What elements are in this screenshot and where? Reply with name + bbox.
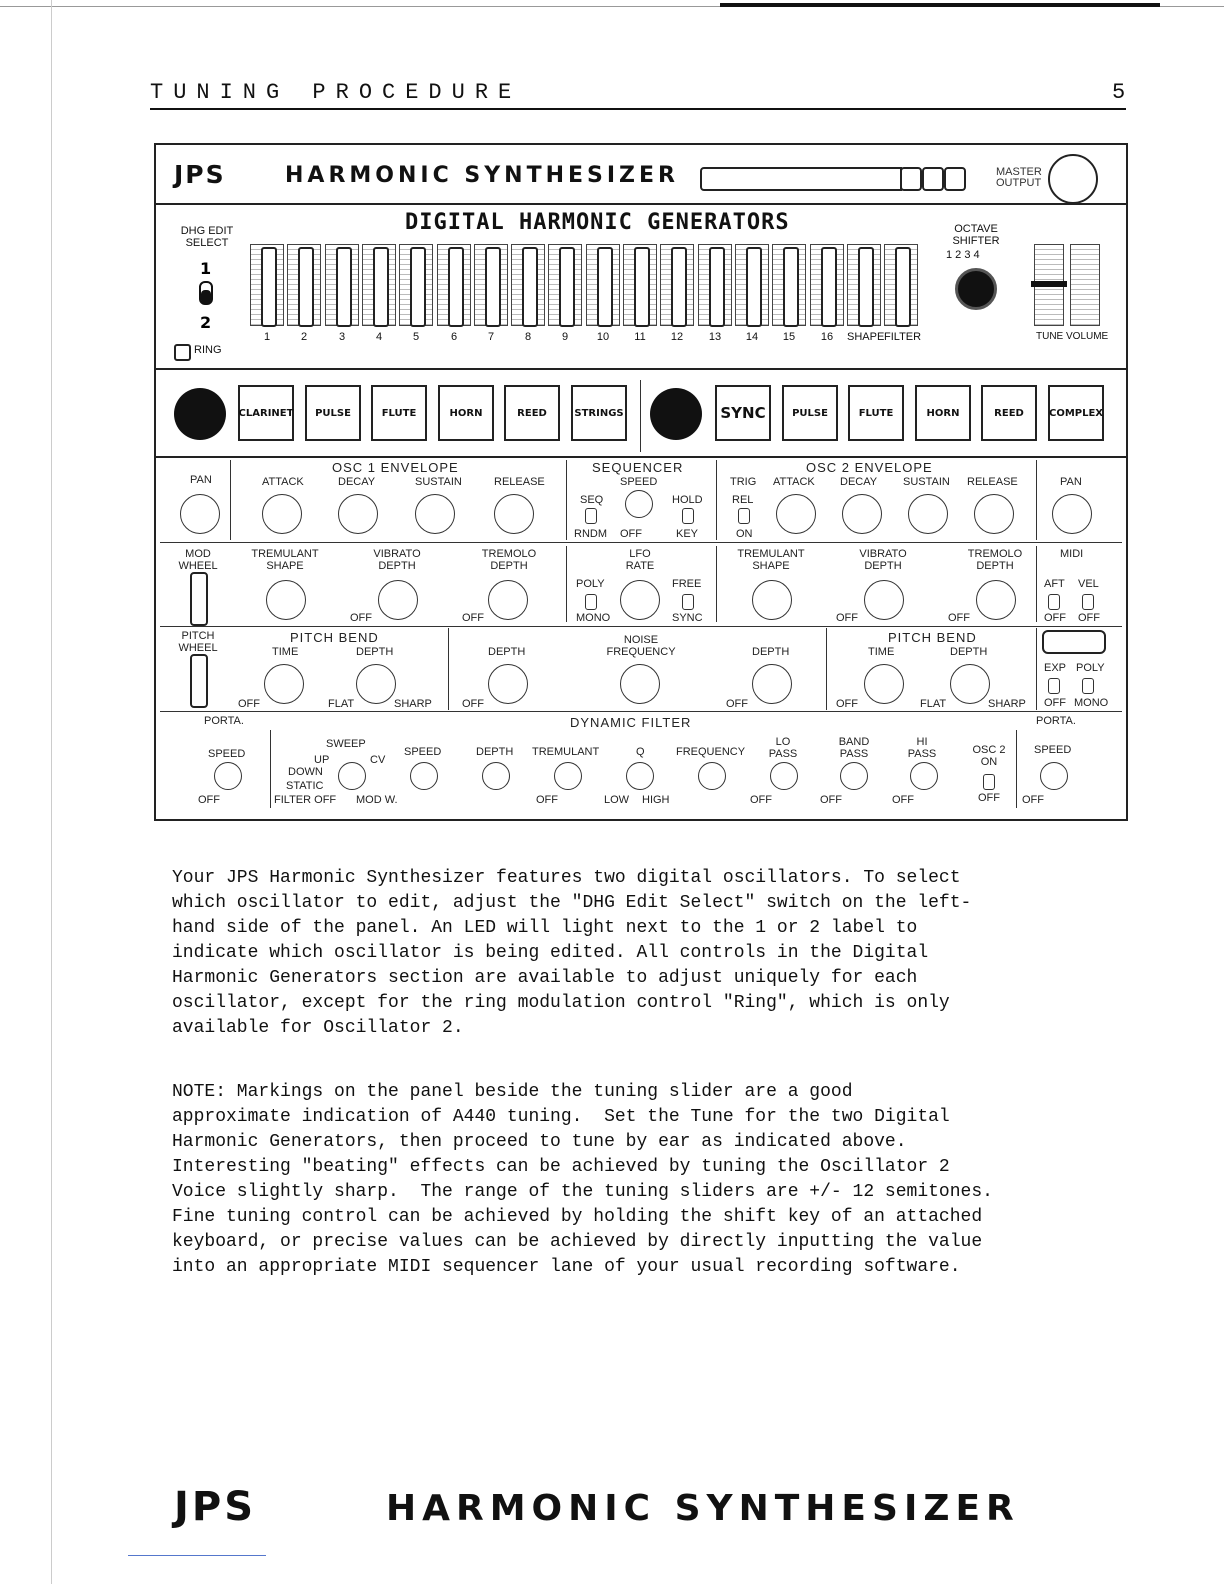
pan-label-1: PAN [190, 474, 212, 486]
pb-time-label-2: TIME [868, 646, 895, 658]
pb-depth-label-2: DEPTH [950, 646, 988, 658]
attack-label-2: ATTACK [773, 476, 815, 488]
attack-label-1: ATTACK [262, 476, 304, 488]
section-rule [826, 628, 827, 710]
decay-label-1: DECAY [338, 476, 376, 488]
display-segment [900, 167, 922, 191]
slider-number: 8 [524, 331, 532, 343]
dhg-slider [847, 244, 881, 326]
pb-off-label-2: OFF [836, 698, 858, 710]
vibrato-depth-label-2: VIBRATO DEPTH [859, 548, 907, 572]
section-rule [1036, 460, 1037, 540]
lfo-rate-label: LFO RATE [625, 548, 655, 572]
tremulant-shape-knob-1 [266, 580, 306, 620]
dhg-slider [735, 244, 769, 326]
panel-display [700, 167, 902, 191]
seq-toggle [585, 508, 597, 524]
lo-pass-off-label: OFF [750, 794, 772, 806]
master-output-knob [1048, 154, 1098, 204]
panel-divider [154, 203, 1128, 205]
porta-speed-knob-1 [214, 762, 242, 790]
hold-toggle [682, 508, 694, 524]
osc1-indicator-dot [174, 388, 226, 440]
dhg-slider [250, 244, 284, 326]
rel-label: REL [732, 494, 754, 506]
slider-number: 11 [634, 331, 646, 343]
exp-toggle [1048, 678, 1060, 694]
poly-label: POLY [576, 578, 605, 590]
section-rule [716, 460, 717, 540]
pitch-bend-title-1: PITCH BEND [290, 630, 379, 645]
slider-number: 6 [450, 331, 458, 343]
band-pass-knob [840, 762, 868, 790]
pb-depth-label-1: DEPTH [356, 646, 394, 658]
porta-title-1: PORTA. [204, 715, 244, 727]
porta-speed-label-1: SPEED [208, 748, 246, 760]
filter-tremulant-knob [554, 762, 582, 790]
dhg-edit-switch-icon [196, 260, 216, 332]
section-rule [716, 546, 717, 622]
section-rule [1016, 730, 1017, 808]
lfo-sync-label: SYNC [672, 612, 703, 624]
porta-off-label-1: OFF [198, 794, 220, 806]
osc2-on-label: OSC 2 ON [972, 744, 1006, 768]
section-rule [566, 546, 567, 622]
osc2-waveform-button-horn: HORN [915, 385, 971, 441]
q-knob [626, 762, 654, 790]
pb-time-knob-1 [264, 664, 304, 704]
lfo-rate-knob [620, 580, 660, 620]
poly-mono-toggle [585, 594, 597, 610]
body-paragraph: Your JPS Harmonic Synthesizer features two digital oscillators. To select which oscillator to edit, adjust the "DHG Edit Select" switch on the left- hand side of the panel. An LED will light next to the 1 or 2 label to indicate which oscillator is being edited. All controls in the Digital Harmonic Generators section are available to adjust uniquely for each oscillator, except for the ring modulation control "Ring", which is only available for Oscillator 2. [172, 868, 972, 1038]
osc1-waveform-button-pulse: PULSE [305, 385, 361, 441]
mono-label: MONO [576, 612, 611, 624]
up-label: UP [314, 754, 330, 766]
switch-label-1: 1 [200, 260, 212, 278]
exp-off-label: OFF [1044, 697, 1066, 709]
poly-display [1042, 630, 1106, 654]
frequency-knob [698, 762, 726, 790]
aft-off-label: OFF [1044, 612, 1066, 624]
pan-label-2: PAN [1060, 476, 1082, 488]
dhg-slider [437, 244, 471, 326]
tremulant-shape-label-1: TREMULANT SHAPE [251, 548, 319, 572]
low-label: LOW [604, 794, 630, 806]
vel-toggle [1082, 594, 1094, 610]
panel-divider [154, 368, 1128, 370]
section-rule [270, 730, 271, 808]
vibrato-depth-knob-1 [378, 580, 418, 620]
filter-tremulant-label: TREMULANT [532, 746, 600, 758]
pitch-wheel [190, 654, 208, 708]
hi-pass-knob [910, 762, 938, 790]
slider-number: 10 [596, 331, 610, 343]
flat-label-1: FLAT [328, 698, 355, 710]
slider-number: 15 [782, 331, 796, 343]
noise-off-label-2: OFF [726, 698, 748, 710]
pan-knob-2 [1052, 494, 1092, 534]
page-edge [51, 0, 52, 1584]
decay-knob-1 [338, 494, 378, 534]
dhg-slider [325, 244, 359, 326]
trig-label: TRIG [730, 476, 757, 488]
sustain-label-2: SUSTAIN [903, 476, 950, 488]
dhg-slider [362, 244, 396, 326]
poly-mono-toggle-2 [1082, 678, 1094, 694]
free-sync-toggle [682, 594, 694, 610]
dhg-slider [623, 244, 657, 326]
sustain-knob-2 [908, 494, 948, 534]
section-rule [1036, 628, 1037, 710]
section-rule [448, 628, 449, 710]
vel-label: VEL [1078, 578, 1099, 590]
dhg-slider [698, 244, 732, 326]
vibrato-off-label-1: OFF [350, 612, 372, 624]
display-segment [922, 167, 944, 191]
porta-title-2: PORTA. [1036, 715, 1076, 727]
dhg-slider [474, 244, 508, 326]
trig-on-label: ON [736, 528, 753, 540]
vel-off-label: OFF [1078, 612, 1100, 624]
flat-label-2: FLAT [920, 698, 947, 710]
osc2-envelope-title: OSC 2 ENVELOPE [806, 460, 933, 475]
noise-frequency-label: NOISE FREQUENCY [606, 634, 676, 658]
tremulant-off-label: OFF [536, 794, 558, 806]
section-rule [566, 460, 567, 540]
footer-link-line [128, 1555, 266, 1556]
rndm-label: RNDM [574, 528, 607, 540]
top-rule-dark [720, 3, 1160, 7]
vibrato-depth-knob-2 [864, 580, 904, 620]
trig-toggle [738, 508, 750, 524]
tremolo-depth-label-1: TREMOLO DEPTH [481, 548, 537, 572]
pitch-wheel-label: PITCH WHEEL [178, 630, 218, 654]
pb-off-label-1: OFF [238, 698, 260, 710]
row-rule [160, 711, 1122, 712]
seq-speed-label: SPEED [620, 476, 658, 488]
slider-number: 5 [412, 331, 420, 343]
cv-label: CV [370, 754, 386, 766]
dhg-slider [586, 244, 620, 326]
slider-number: SHAPE [847, 331, 885, 343]
tremolo-depth-label-2: TREMOLO DEPTH [967, 548, 1023, 572]
osc2-off-label: OFF [978, 792, 1000, 804]
dhg-slider [884, 244, 918, 326]
osc2-waveform-button-flute: FLUTE [848, 385, 904, 441]
porta-speed-label-2: SPEED [1034, 744, 1072, 756]
seq-off-label: OFF [620, 528, 642, 540]
octave-shifter-label: OCTAVE SHIFTER [952, 223, 1000, 247]
tremulant-shape-knob-2 [752, 580, 792, 620]
footer-brand-logo: JPS [174, 1484, 257, 1530]
dhg-edit-select-label: DHG EDIT SELECT [180, 225, 234, 249]
dhg-slider [772, 244, 806, 326]
decay-label-2: DECAY [840, 476, 878, 488]
release-label-2: RELEASE [967, 476, 1018, 488]
panel-brand-subtitle: HARMONIC SYNTHESIZER [285, 163, 679, 188]
osc1-waveform-button-reed: REED [504, 385, 560, 441]
attack-knob-1 [262, 494, 302, 534]
header-rule [150, 108, 1126, 110]
porta-off-label-2: OFF [1022, 794, 1044, 806]
note-paragraph: NOTE: Markings on the panel beside the tuning slider are a good approximate indication of A440 tuning. Set the Tune for the two Digital Harmonic Generators, then proceed to tune by ear as indicated above. Interesting "beating" effects can be achieved by tuning the Oscillator 2 Voice slightly sharp. The range of the tuning sliders are +/- 12 semitones. Fine tuning control can be achieved by holding the shift key of an attached keyboard, or precise values can be achieved by directly inputting the value into an appropriate MIDI sequencer lane of your usual recording software. [172, 1082, 993, 1277]
sharp-label-1: SHARP [394, 698, 432, 710]
hi-pass-off-label: OFF [892, 794, 914, 806]
noise-depth-label-1: DEPTH [488, 646, 526, 658]
tremolo-off-label-1: OFF [462, 612, 484, 624]
pitch-bend-title-2: PITCH BEND [888, 630, 977, 645]
filter-depth-label: DEPTH [476, 746, 514, 758]
aft-toggle [1048, 594, 1060, 610]
poly-label-2: POLY [1076, 662, 1105, 674]
filter-off-label: FILTER OFF [274, 794, 337, 806]
q-label: Q [636, 746, 645, 758]
release-knob-1 [494, 494, 534, 534]
row-rule [160, 626, 1122, 627]
lo-pass-knob [770, 762, 798, 790]
down-label: DOWN [288, 766, 323, 778]
tremolo-depth-knob-1 [488, 580, 528, 620]
vibrato-off-label-2: OFF [836, 612, 858, 624]
band-pass-label: BAND PASS [838, 736, 870, 760]
frequency-label: FREQUENCY [676, 746, 746, 758]
ring-label: RING [194, 344, 222, 356]
page-title: TUNING PROCEDURE [150, 80, 522, 105]
slider-number: 7 [487, 331, 495, 343]
slider-number: 16 [820, 331, 834, 343]
static-label: STATIC [286, 780, 324, 792]
slider-number: 13 [708, 331, 722, 343]
mod-w-label: MOD W. [356, 794, 398, 806]
seq-label: SEQ [580, 494, 604, 506]
panel-divider [154, 456, 1128, 458]
band-pass-off-label: OFF [820, 794, 842, 806]
sharp-label-2: SHARP [988, 698, 1026, 710]
porta-speed-knob-2 [1040, 762, 1068, 790]
osc2-waveform-button-reed: REED [981, 385, 1037, 441]
mod-wheel-label: MOD WHEEL [178, 548, 218, 572]
osc1-waveform-button-strings: STRINGS [571, 385, 627, 441]
decay-knob-2 [842, 494, 882, 534]
display-segment [944, 167, 966, 191]
osc1-waveform-button-horn: HORN [438, 385, 494, 441]
free-label: FREE [672, 578, 702, 590]
volume-slider [1070, 244, 1100, 326]
dhg-slider [287, 244, 321, 326]
section-rule [230, 460, 231, 540]
pb-depth-knob-2 [950, 664, 990, 704]
pb-depth-knob-1 [356, 664, 396, 704]
osc1-waveform-button-flute: FLUTE [371, 385, 427, 441]
noise-depth-label-2: DEPTH [752, 646, 790, 658]
attack-knob-2 [776, 494, 816, 534]
pb-time-knob-2 [864, 664, 904, 704]
sequencer-title: SEQUENCER [592, 460, 684, 475]
sweep-label: SWEEP [326, 738, 366, 750]
slider-number: 9 [561, 331, 569, 343]
dhg-slider [399, 244, 433, 326]
dhg-title: DIGITAL HARMONIC GENERATORS [405, 210, 790, 235]
mono-label-2: MONO [1074, 697, 1109, 709]
dynamic-filter-title: DYNAMIC FILTER [570, 715, 692, 730]
noise-frequency-knob [620, 664, 660, 704]
key-label: KEY [676, 528, 699, 540]
sweep-knob [338, 762, 366, 790]
section-rule [1036, 546, 1037, 622]
osc1-waveform-button-clarinet: CLARINET [238, 385, 294, 441]
slider-number: 1 [263, 331, 271, 343]
vibrato-depth-label-1: VIBRATO DEPTH [373, 548, 421, 572]
page-number: 5 [1112, 80, 1126, 105]
release-label-1: RELEASE [494, 476, 545, 488]
seq-speed-knob [625, 490, 653, 518]
hi-pass-label: HI PASS [907, 736, 937, 760]
dhg-slider [548, 244, 582, 326]
noise-depth-knob-2 [752, 664, 792, 704]
dhg-slider [660, 244, 694, 326]
row-rule [160, 542, 1122, 543]
dhg-slider [511, 244, 545, 326]
ring-checkbox [174, 344, 191, 361]
pb-time-label-1: TIME [272, 646, 299, 658]
tune-slider-cap [1031, 281, 1067, 287]
pan-knob-1 [180, 494, 220, 534]
mod-wheel [190, 572, 208, 626]
switch-label-2: 2 [200, 313, 212, 332]
slider-number: 14 [745, 331, 759, 343]
osc1-envelope-title: OSC 1 ENVELOPE [332, 460, 459, 475]
footer-brand-subtitle: HARMONIC SYNTHESIZER [386, 1488, 1020, 1529]
osc2-waveform-button-pulse: PULSE [782, 385, 838, 441]
midi-label: MIDI [1060, 548, 1084, 560]
sustain-knob-1 [415, 494, 455, 534]
slider-number: FILTER [884, 331, 922, 343]
noise-depth-knob-1 [488, 664, 528, 704]
tremolo-off-label-2: OFF [948, 612, 970, 624]
slider-number: 2 [300, 331, 308, 343]
octave-shifter-knob [955, 268, 997, 310]
exp-label: EXP [1044, 662, 1067, 674]
panel-brand-logo: JPS [174, 160, 226, 189]
slider-number: 4 [375, 331, 383, 343]
octave-numbers: 1 2 3 4 [946, 249, 980, 261]
hold-label: HOLD [672, 494, 703, 506]
tremolo-depth-knob-2 [976, 580, 1016, 620]
osc2-filter-toggle [983, 774, 995, 790]
tune-volume-label: TUNE VOLUME [1036, 331, 1109, 342]
osc2-waveform-button-complex: COMPLEX [1048, 385, 1104, 441]
tremulant-shape-label-2: TREMULANT SHAPE [737, 548, 805, 572]
slider-number: 3 [338, 331, 346, 343]
filter-speed-label: SPEED [404, 746, 442, 758]
master-output-label: MASTER OUTPUT [996, 166, 1042, 189]
release-knob-2 [974, 494, 1014, 534]
high-label: HIGH [642, 794, 670, 806]
lo-pass-label: LO PASS [768, 736, 798, 760]
slider-number: 12 [670, 331, 684, 343]
osc2-indicator-dot [650, 388, 702, 440]
noise-off-label-1: OFF [462, 698, 484, 710]
osc2-waveform-button-sync: SYNC [715, 385, 771, 441]
filter-speed-knob [410, 762, 438, 790]
sustain-label-1: SUSTAIN [415, 476, 462, 488]
filter-depth-knob [482, 762, 510, 790]
dhg-slider [810, 244, 844, 326]
button-divider [640, 380, 641, 452]
aft-label: AFT [1044, 578, 1065, 590]
